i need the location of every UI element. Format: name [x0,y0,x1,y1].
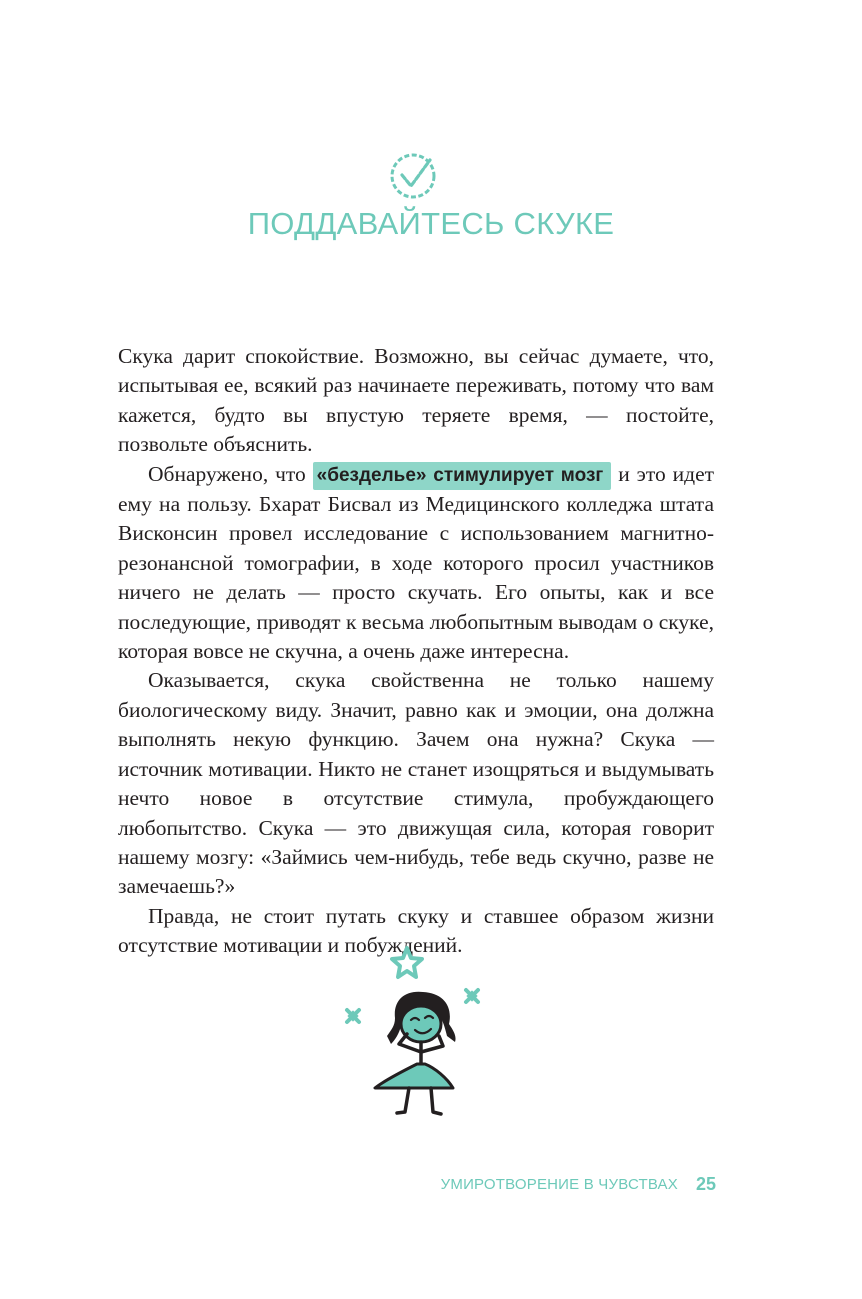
highlighted-phrase: «безделье» стимулирует мозг [313,462,612,490]
paragraph-4: Правда, не стоит путать скуку и ставшее образом жизни отсутствие мотивации и побуждений. [118,903,714,958]
happy-girl-illustration [335,940,505,1125]
paragraph-2-start: Обнаружено, что [148,461,313,486]
page-footer [441,1174,716,1195]
paragraph-2-end: и это идет ему на пользу. Бхарат Бисвал из Медицинского колледжа штата Висконсин провел исследование с использованием магнитно-резонансной томографии, в ходе которого просил участников ничего не делать — просто скучать. Его опыты, как и все последующие, приводят к весьма любопытным выводам о скуке, которая вовсе не скучна, а очень даже интересна. [118,461,715,664]
star-icon [392,948,422,977]
page-number: 25 [695,1174,716,1194]
body-text [118,342,714,961]
sparkle-right-icon [466,990,478,1002]
paragraph-3: Оказывается, скука свойственна не только нашему биологическому виду. Значит, равно как и эмоции, она должна выполнять некую функцию. Зачем она нужна? Скука — источник мотивации. Никто не станет изощряться и выдумывать нечто новое в отсутствие стимула, пробуждающего любопытство. Скука — это движущая сила, которая говорит нашему мозгу: «Займись чем-нибудь, тебе ведь скучно, разве не замечаешь?» [118,668,714,899]
paragraph-1: Скука дарит спокойствие. Возможно, вы сейчас думаете, что, испытывая ее, всякий раз начинаете переживать, потому что вам кажется, будто вы впустую теряете время, — постойте, позвольте объяснить. [118,344,714,457]
paragraph-2 [118,460,714,667]
running-footer-title: УМИРОТВОРЕНИЕ В ЧУВСТВАХ [440,1176,678,1193]
sparkle-left-icon [347,1010,359,1022]
check-circle-icon [387,148,441,202]
chapter-title: ПОДДАВАЙТЕСЬ СКУКЕ [247,206,615,241]
